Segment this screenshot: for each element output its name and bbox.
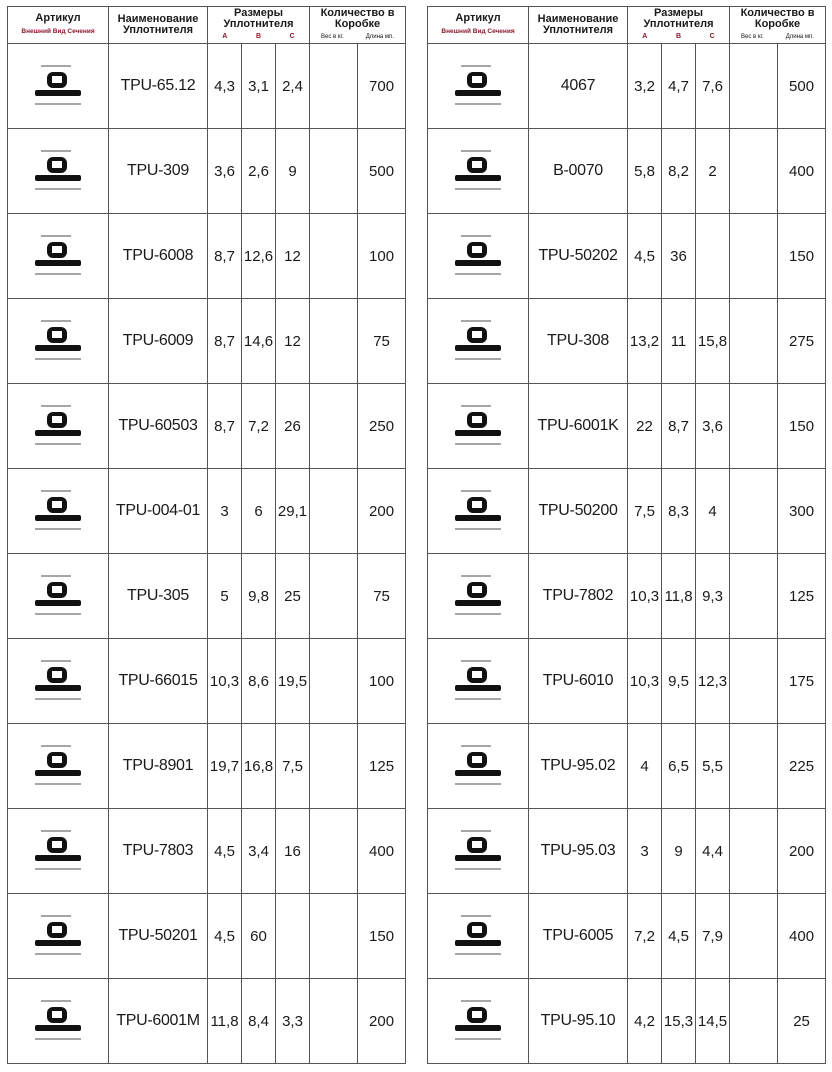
- size-a: 4,2: [628, 979, 662, 1064]
- size-b: 6,5: [662, 724, 696, 809]
- product-name: TPU-305: [109, 554, 208, 639]
- weight-kg: [310, 724, 358, 809]
- size-a: 22: [628, 384, 662, 469]
- name-header: Наименование Уплотнителя: [109, 7, 208, 44]
- seal-profile-icon: [428, 655, 528, 707]
- product-name: TPU-66015: [109, 639, 208, 724]
- size-b: 11,8: [662, 554, 696, 639]
- seal-profile-icon: [428, 400, 528, 452]
- table-row: [8, 384, 406, 469]
- table-row: [8, 724, 406, 809]
- length-m: 125: [778, 554, 826, 639]
- size-a: 8,7: [208, 384, 242, 469]
- table-row: [8, 809, 406, 894]
- appearance-subheader: Внешний Вид Сечения: [21, 28, 95, 35]
- profile-cell: [8, 639, 109, 724]
- weight-kg: [730, 724, 778, 809]
- seal-profile-icon: [8, 400, 108, 452]
- length-m: 175: [778, 639, 826, 724]
- profile-cell: [428, 894, 529, 979]
- length-m: 400: [778, 129, 826, 214]
- profile-cell: [8, 384, 109, 469]
- weight-kg: [730, 894, 778, 979]
- length-m: 200: [358, 469, 406, 554]
- weight-kg: [730, 44, 778, 129]
- table-row: [428, 44, 826, 129]
- size-a: 3,2: [628, 44, 662, 129]
- product-name: TPU-6010: [529, 639, 628, 724]
- product-name: TPU-50202: [529, 214, 628, 299]
- profile-cell: [428, 979, 529, 1064]
- product-name: TPU-6001K: [529, 384, 628, 469]
- size-a: 4,5: [208, 809, 242, 894]
- size-a: 5: [208, 554, 242, 639]
- weight-kg: [310, 44, 358, 129]
- profile-cell: [8, 129, 109, 214]
- size-a: 3: [628, 809, 662, 894]
- size-a: 4,5: [628, 214, 662, 299]
- size-a: 8,7: [208, 299, 242, 384]
- length-m: 400: [778, 894, 826, 979]
- length-m: 75: [358, 299, 406, 384]
- length-m: 400: [358, 809, 406, 894]
- size-b: 36: [662, 214, 696, 299]
- size-b: 11: [662, 299, 696, 384]
- table-row: [8, 129, 406, 214]
- size-b: 9,8: [242, 554, 276, 639]
- size-a: 10,3: [628, 554, 662, 639]
- length-m: 300: [778, 469, 826, 554]
- profile-cell: [8, 894, 109, 979]
- size-b: 8,4: [242, 979, 276, 1064]
- seal-profile-icon: [8, 60, 108, 112]
- size-b: 7,2: [242, 384, 276, 469]
- size-a: 7,2: [628, 894, 662, 979]
- product-name: B-0070: [529, 129, 628, 214]
- weight-kg: [730, 469, 778, 554]
- length-m: 125: [358, 724, 406, 809]
- profile-cell: [428, 809, 529, 894]
- size-c: 9,3: [696, 554, 730, 639]
- length-m: 225: [778, 724, 826, 809]
- weight-kg: [310, 894, 358, 979]
- size-b: 4,5: [662, 894, 696, 979]
- length-m: 150: [778, 384, 826, 469]
- seal-profile-icon: [8, 995, 108, 1047]
- seal-profile-icon: [428, 740, 528, 792]
- size-c: 3,3: [276, 979, 310, 1064]
- size-c: 12: [276, 299, 310, 384]
- length-m: 100: [358, 214, 406, 299]
- weight-kg: [730, 214, 778, 299]
- size-b: 16,8: [242, 724, 276, 809]
- product-name: TPU-004-01: [109, 469, 208, 554]
- product-table-right: [427, 6, 826, 1064]
- size-c: 7,5: [276, 724, 310, 809]
- seal-profile-icon: [428, 230, 528, 282]
- table-row: [8, 214, 406, 299]
- size-c: 4,4: [696, 809, 730, 894]
- article-header: Артикул Внешний Вид Сечения: [428, 7, 529, 44]
- table-row: [428, 299, 826, 384]
- size-b: 4,7: [662, 44, 696, 129]
- weight-kg: [310, 384, 358, 469]
- profile-cell: [428, 44, 529, 129]
- table-row: [8, 44, 406, 129]
- product-name: TPU-8901: [109, 724, 208, 809]
- weight-kg: [730, 554, 778, 639]
- length-m: 250: [358, 384, 406, 469]
- size-c: 2,4: [276, 44, 310, 129]
- seal-profile-icon: [428, 995, 528, 1047]
- product-name: TPU-50201: [109, 894, 208, 979]
- seal-profile-icon: [428, 145, 528, 197]
- qty-header: Количество в Коробке Вес в кг. Длина мп.: [730, 7, 826, 44]
- size-b: 6: [242, 469, 276, 554]
- product-name: TPU-309: [109, 129, 208, 214]
- length-m: 500: [778, 44, 826, 129]
- weight-kg: [730, 299, 778, 384]
- table-row: [428, 129, 826, 214]
- seal-profile-icon: [8, 230, 108, 282]
- profile-cell: [428, 639, 529, 724]
- length-m: 700: [358, 44, 406, 129]
- table-row: [8, 979, 406, 1064]
- length-m: 75: [358, 554, 406, 639]
- size-b: 8,3: [662, 469, 696, 554]
- size-c: 2: [696, 129, 730, 214]
- table-row: [428, 979, 826, 1064]
- profile-cell: [8, 44, 109, 129]
- weight-kg: [730, 639, 778, 724]
- size-a: 8,7: [208, 214, 242, 299]
- size-c: 25: [276, 554, 310, 639]
- weight-kg: [730, 809, 778, 894]
- length-m: 25: [778, 979, 826, 1064]
- weight-kg: [310, 979, 358, 1064]
- seal-profile-icon: [8, 570, 108, 622]
- product-name: TPU-95.02: [529, 724, 628, 809]
- weight-kg: [310, 639, 358, 724]
- product-name: TPU-95.10: [529, 979, 628, 1064]
- product-name: TPU-7803: [109, 809, 208, 894]
- length-m: 500: [358, 129, 406, 214]
- size-b: 8,2: [662, 129, 696, 214]
- size-a: 4: [628, 724, 662, 809]
- weight-kg: [310, 554, 358, 639]
- length-m: 150: [778, 214, 826, 299]
- size-a: 7,5: [628, 469, 662, 554]
- seal-profile-icon: [428, 485, 528, 537]
- size-c: 15,8: [696, 299, 730, 384]
- table-row: [428, 214, 826, 299]
- size-b: 14,6: [242, 299, 276, 384]
- size-b: 9: [662, 809, 696, 894]
- product-name: TPU-60503: [109, 384, 208, 469]
- profile-cell: [8, 469, 109, 554]
- size-a: 10,3: [208, 639, 242, 724]
- profile-cell: [8, 724, 109, 809]
- sizes-header: Размеры Уплотнителя A B C: [208, 7, 310, 44]
- size-a: 4,3: [208, 44, 242, 129]
- size-c: 7,6: [696, 44, 730, 129]
- table-row: [428, 554, 826, 639]
- size-c: 12,3: [696, 639, 730, 724]
- seal-profile-icon: [428, 825, 528, 877]
- product-table-left: [7, 6, 406, 1064]
- seal-profile-icon: [8, 145, 108, 197]
- table-row: [428, 469, 826, 554]
- product-name: TPU-7802: [529, 554, 628, 639]
- seal-profile-icon: [428, 570, 528, 622]
- size-c: [276, 894, 310, 979]
- size-c: 16: [276, 809, 310, 894]
- size-a: 4,5: [208, 894, 242, 979]
- seal-profile-icon: [428, 315, 528, 367]
- length-m: 150: [358, 894, 406, 979]
- size-a: 10,3: [628, 639, 662, 724]
- length-m: 200: [358, 979, 406, 1064]
- size-a: 13,2: [628, 299, 662, 384]
- profile-cell: [428, 129, 529, 214]
- seal-profile-icon: [8, 485, 108, 537]
- size-a: 11,8: [208, 979, 242, 1064]
- table-row: [428, 639, 826, 724]
- product-name: 4067: [529, 44, 628, 129]
- size-b: 8,6: [242, 639, 276, 724]
- product-name: TPU-6005: [529, 894, 628, 979]
- profile-cell: [8, 214, 109, 299]
- seal-profile-icon: [8, 825, 108, 877]
- size-c: 29,1: [276, 469, 310, 554]
- seal-profile-icon: [8, 910, 108, 962]
- table-row: [8, 469, 406, 554]
- size-b: 60: [242, 894, 276, 979]
- table-row: [428, 384, 826, 469]
- table-row: [8, 894, 406, 979]
- name-header: Наименование Уплотнителя: [529, 7, 628, 44]
- size-c: 12: [276, 214, 310, 299]
- seal-profile-icon: [428, 60, 528, 112]
- size-c: 7,9: [696, 894, 730, 979]
- profile-cell: [428, 469, 529, 554]
- article-header: Артикул Внешний Вид Сечения: [8, 7, 109, 44]
- profile-cell: [8, 299, 109, 384]
- profile-cell: [428, 299, 529, 384]
- product-name: TPU-6008: [109, 214, 208, 299]
- sizes-header: Размеры Уплотнителя A B C: [628, 7, 730, 44]
- size-c: 14,5: [696, 979, 730, 1064]
- size-b: 3,1: [242, 44, 276, 129]
- table-row: [428, 724, 826, 809]
- seal-profile-icon: [428, 910, 528, 962]
- table-row: [8, 299, 406, 384]
- appearance-subheader: Внешний Вид Сечения: [441, 28, 515, 35]
- size-b: 12,6: [242, 214, 276, 299]
- product-name: TPU-6009: [109, 299, 208, 384]
- size-b: 15,3: [662, 979, 696, 1064]
- size-c: [696, 214, 730, 299]
- length-m: 275: [778, 299, 826, 384]
- weight-kg: [730, 384, 778, 469]
- table-row: [8, 554, 406, 639]
- profile-cell: [428, 214, 529, 299]
- product-name: TPU-95.03: [529, 809, 628, 894]
- size-a: 3: [208, 469, 242, 554]
- weight-kg: [730, 129, 778, 214]
- size-c: 4: [696, 469, 730, 554]
- size-c: 3,6: [696, 384, 730, 469]
- length-m: 200: [778, 809, 826, 894]
- size-a: 5,8: [628, 129, 662, 214]
- weight-kg: [310, 809, 358, 894]
- profile-cell: [8, 809, 109, 894]
- size-b: 2,6: [242, 129, 276, 214]
- table-row: [8, 639, 406, 724]
- weight-kg: [310, 129, 358, 214]
- weight-kg: [310, 469, 358, 554]
- seal-profile-icon: [8, 740, 108, 792]
- qty-header: Количество в Коробке Вес в кг. Длина мп.: [310, 7, 406, 44]
- seal-profile-icon: [8, 655, 108, 707]
- size-a: 19,7: [208, 724, 242, 809]
- weight-kg: [730, 979, 778, 1064]
- profile-cell: [8, 979, 109, 1064]
- profile-cell: [428, 724, 529, 809]
- product-name: TPU-6001M: [109, 979, 208, 1064]
- size-c: 26: [276, 384, 310, 469]
- weight-kg: [310, 299, 358, 384]
- profile-cell: [428, 384, 529, 469]
- size-c: 9: [276, 129, 310, 214]
- profile-cell: [428, 554, 529, 639]
- profile-cell: [8, 554, 109, 639]
- size-b: 9,5: [662, 639, 696, 724]
- seal-profile-icon: [8, 315, 108, 367]
- length-m: 100: [358, 639, 406, 724]
- size-c: 5,5: [696, 724, 730, 809]
- size-b: 8,7: [662, 384, 696, 469]
- size-a: 3,6: [208, 129, 242, 214]
- product-name: TPU-65.12: [109, 44, 208, 129]
- table-row: [428, 809, 826, 894]
- size-c: 19,5: [276, 639, 310, 724]
- weight-kg: [310, 214, 358, 299]
- product-name: TPU-50200: [529, 469, 628, 554]
- product-name: TPU-308: [529, 299, 628, 384]
- table-row: [428, 894, 826, 979]
- size-b: 3,4: [242, 809, 276, 894]
